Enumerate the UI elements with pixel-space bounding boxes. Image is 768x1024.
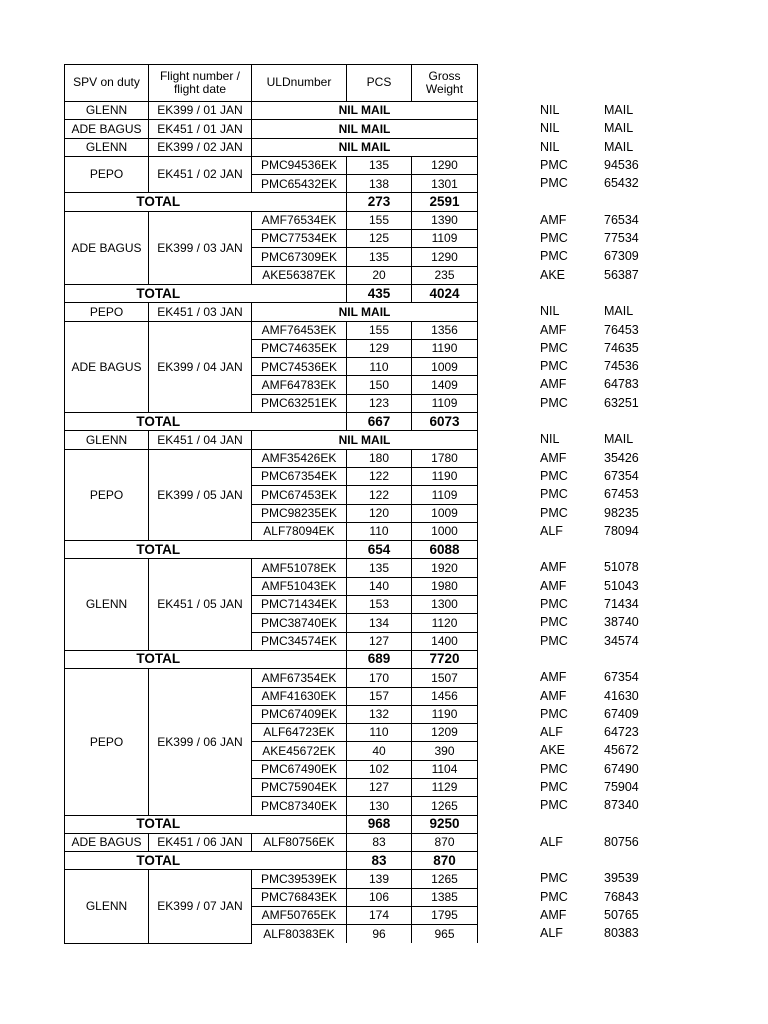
total-label: TOTAL xyxy=(65,852,252,870)
side-number: 78094 xyxy=(604,523,639,538)
uld-row xyxy=(65,669,478,687)
side-number: 76534 xyxy=(604,212,639,227)
side-type: NIL xyxy=(540,121,560,136)
side-number: MAIL xyxy=(604,121,634,136)
total-pcs: 273 xyxy=(347,193,412,211)
side-type: ALF xyxy=(540,834,563,849)
uld-number-cell: PMC98235EK xyxy=(252,504,347,522)
total-gross-weight: 6073 xyxy=(412,413,478,431)
total-pcs: 83 xyxy=(347,852,412,870)
pcs-cell: 122 xyxy=(347,467,412,485)
spv-cell: ADE BAGUS xyxy=(65,211,149,284)
flight-cell: EK399 / 07 JAN xyxy=(149,870,252,943)
side-type: AMF xyxy=(540,450,567,465)
side-number: MAIL xyxy=(604,432,634,447)
side-number: 80756 xyxy=(604,834,639,849)
gross-weight-cell: 1301 xyxy=(412,175,478,193)
header-pcs: PCS xyxy=(347,65,412,102)
flight-cell: EK451 / 03 JAN xyxy=(149,303,252,321)
header-spv: SPV on duty xyxy=(65,65,149,102)
side-type: AMF xyxy=(540,578,567,593)
uld-number-cell: AMF64783EK xyxy=(252,376,347,394)
uld-number-cell: ALF80383EK xyxy=(252,925,347,943)
nil-mail-row xyxy=(65,303,478,321)
pcs-cell: 138 xyxy=(347,175,412,193)
pcs-cell: 140 xyxy=(347,577,412,595)
uld-row xyxy=(65,211,478,229)
total-label: TOTAL xyxy=(65,541,252,559)
total-gap xyxy=(252,541,347,559)
pcs-cell: 127 xyxy=(347,778,412,796)
uld-row xyxy=(65,559,478,577)
nil-mail-row xyxy=(65,120,478,138)
pcs-cell: 106 xyxy=(347,888,412,906)
total-row xyxy=(65,541,478,559)
total-row xyxy=(65,650,478,668)
gross-weight-cell: 1507 xyxy=(412,669,478,687)
pcs-cell: 135 xyxy=(347,156,412,174)
flight-cell: EK399 / 04 JAN xyxy=(149,321,252,412)
flight-cell: EK399 / 06 JAN xyxy=(149,669,252,815)
side-number: 64723 xyxy=(604,725,639,740)
spv-cell: GLENN xyxy=(65,431,149,449)
header-flight: Flight number / flight date xyxy=(149,65,252,102)
total-gross-weight: 6088 xyxy=(412,541,478,559)
uld-row xyxy=(65,321,478,339)
flight-cell: EK399 / 05 JAN xyxy=(149,449,252,540)
side-type: ALF xyxy=(540,725,563,740)
side-number: 67409 xyxy=(604,706,639,721)
side-number: 67354 xyxy=(604,670,639,685)
side-number: 41630 xyxy=(604,688,639,703)
side-type: PMC xyxy=(540,157,568,172)
spv-cell: GLENN xyxy=(65,870,149,943)
gross-weight-cell: 1009 xyxy=(412,358,478,376)
pcs-cell: 130 xyxy=(347,797,412,815)
side-type: NIL xyxy=(540,139,560,154)
uld-number-cell: PMC38740EK xyxy=(252,614,347,632)
pcs-cell: 20 xyxy=(347,266,412,284)
side-number: 80383 xyxy=(604,926,639,941)
side-type: AMF xyxy=(540,908,567,923)
side-number: 38740 xyxy=(604,615,639,630)
pcs-cell: 127 xyxy=(347,632,412,650)
header-uld: ULDnumber xyxy=(252,65,347,102)
spv-cell: GLENN xyxy=(65,138,149,156)
gross-weight-cell: 1109 xyxy=(412,394,478,412)
uld-number-cell: PMC65432EK xyxy=(252,175,347,193)
spv-cell: PEPO xyxy=(65,449,149,540)
gross-weight-cell: 870 xyxy=(412,833,478,851)
pcs-cell: 110 xyxy=(347,724,412,742)
gross-weight-cell: 965 xyxy=(412,925,478,943)
side-type: PMC xyxy=(540,597,568,612)
spv-cell: PEPO xyxy=(65,156,149,193)
side-number: 67490 xyxy=(604,761,639,776)
gross-weight-cell: 1980 xyxy=(412,577,478,595)
uld-mail-table xyxy=(64,64,478,944)
flight-cell: EK451 / 02 JAN xyxy=(149,156,252,193)
gross-weight-cell: 1009 xyxy=(412,504,478,522)
total-label: TOTAL xyxy=(65,193,252,211)
side-number: 94536 xyxy=(604,157,639,172)
side-number: 76843 xyxy=(604,889,639,904)
gross-weight-cell: 235 xyxy=(412,266,478,284)
total-gross-weight: 2591 xyxy=(412,193,478,211)
side-number: 51043 xyxy=(604,578,639,593)
header-gross-weight: Gross Weight xyxy=(412,65,478,102)
pcs-cell: 155 xyxy=(347,211,412,229)
total-gap xyxy=(252,413,347,431)
nil-mail-row xyxy=(65,431,478,449)
uld-number-cell: PMC71434EK xyxy=(252,596,347,614)
total-gap xyxy=(252,815,347,833)
side-type: AMF xyxy=(540,688,567,703)
side-number: 65432 xyxy=(604,176,639,191)
gross-weight-cell: 1109 xyxy=(412,230,478,248)
gross-weight-cell: 1290 xyxy=(412,156,478,174)
uld-number-cell: PMC77534EK xyxy=(252,230,347,248)
side-number: MAIL xyxy=(604,139,634,154)
uld-number-cell: ALF64723EK xyxy=(252,724,347,742)
total-gap xyxy=(252,284,347,302)
side-type: AMF xyxy=(540,560,567,575)
gross-weight-cell: 1290 xyxy=(412,248,478,266)
nil-mail-cell: NIL MAIL xyxy=(252,102,478,120)
gross-weight-cell: 1190 xyxy=(412,339,478,357)
gross-weight-cell: 1129 xyxy=(412,778,478,796)
pcs-cell: 132 xyxy=(347,705,412,723)
side-type: PMC xyxy=(540,487,568,502)
flight-cell: EK451 / 06 JAN xyxy=(149,833,252,851)
side-number: MAIL xyxy=(604,103,634,117)
gross-weight-cell: 1920 xyxy=(412,559,478,577)
pcs-cell: 135 xyxy=(347,559,412,577)
uld-number-cell: PMC94536EK xyxy=(252,156,347,174)
uld-number-cell: AMF51078EK xyxy=(252,559,347,577)
total-row xyxy=(65,284,478,302)
side-type: AMF xyxy=(540,670,567,685)
side-type: AKE xyxy=(540,267,566,282)
total-gross-weight: 870 xyxy=(412,852,478,870)
side-type: PMC xyxy=(540,889,568,904)
uld-number-cell: ALF80756EK xyxy=(252,833,347,851)
gross-weight-cell: 1120 xyxy=(412,614,478,632)
pcs-cell: 157 xyxy=(347,687,412,705)
gross-weight-cell: 1104 xyxy=(412,760,478,778)
gross-weight-cell: 1190 xyxy=(412,705,478,723)
side-type: PMC xyxy=(540,615,568,630)
uld-row xyxy=(65,833,478,851)
side-type: ALF xyxy=(540,926,563,941)
side-number: 98235 xyxy=(604,505,639,520)
side-type: NIL xyxy=(540,103,560,117)
pcs-cell: 83 xyxy=(347,833,412,851)
uld-row xyxy=(65,870,478,888)
side-type: PMC xyxy=(540,871,568,886)
uld-number-cell: AMF50765EK xyxy=(252,907,347,925)
spv-cell: PEPO xyxy=(65,303,149,321)
total-gross-weight: 7720 xyxy=(412,650,478,668)
side-type: PMC xyxy=(540,505,568,520)
gross-weight-cell: 1300 xyxy=(412,596,478,614)
side-number: 51078 xyxy=(604,560,639,575)
uld-number-cell: ALF78094EK xyxy=(252,522,347,540)
nil-mail-row xyxy=(65,138,478,156)
uld-number-cell: PMC67453EK xyxy=(252,486,347,504)
pcs-cell: 129 xyxy=(347,339,412,357)
nil-mail-cell: NIL MAIL xyxy=(252,431,478,449)
side-number: 64783 xyxy=(604,377,639,392)
pcs-cell: 125 xyxy=(347,230,412,248)
gross-weight-cell: 1109 xyxy=(412,486,478,504)
gross-weight-cell: 1400 xyxy=(412,632,478,650)
flight-cell: EK451 / 01 JAN xyxy=(149,120,252,138)
total-gap xyxy=(252,852,347,870)
uld-number-cell: PMC87340EK xyxy=(252,797,347,815)
gross-weight-cell: 1000 xyxy=(412,522,478,540)
uld-number-cell: PMC39539EK xyxy=(252,870,347,888)
pcs-cell: 102 xyxy=(347,760,412,778)
side-type: PMC xyxy=(540,340,568,355)
side-number: 39539 xyxy=(604,871,639,886)
side-type: AMF xyxy=(540,212,567,227)
pcs-cell: 40 xyxy=(347,742,412,760)
uld-number-cell: AMF51043EK xyxy=(252,577,347,595)
uld-number-cell: PMC74635EK xyxy=(252,339,347,357)
side-type: AKE xyxy=(540,743,566,758)
flight-cell: EK399 / 01 JAN xyxy=(149,102,252,120)
spv-cell: ADE BAGUS xyxy=(65,321,149,412)
side-number: 34574 xyxy=(604,633,639,648)
spv-cell: GLENN xyxy=(65,559,149,650)
gross-weight-cell: 1209 xyxy=(412,724,478,742)
side-type: PMC xyxy=(540,761,568,776)
gross-weight-cell: 1385 xyxy=(412,888,478,906)
spv-cell: GLENN xyxy=(65,102,149,120)
side-type: NIL xyxy=(540,304,560,319)
uld-number-cell: AKE45672EK xyxy=(252,742,347,760)
side-type: PMC xyxy=(540,176,568,191)
total-pcs: 968 xyxy=(347,815,412,833)
total-label: TOTAL xyxy=(65,815,252,833)
uld-number-cell: PMC34574EK xyxy=(252,632,347,650)
spv-cell: ADE BAGUS xyxy=(65,833,149,851)
pcs-cell: 150 xyxy=(347,376,412,394)
side-type: PMC xyxy=(540,798,568,813)
gross-weight-cell: 1795 xyxy=(412,907,478,925)
pcs-cell: 122 xyxy=(347,486,412,504)
uld-number-cell: PMC67409EK xyxy=(252,705,347,723)
side-number: 67453 xyxy=(604,487,639,502)
side-number: 63251 xyxy=(604,395,639,410)
pcs-cell: 123 xyxy=(347,394,412,412)
side-type: PMC xyxy=(540,395,568,410)
pcs-cell: 120 xyxy=(347,504,412,522)
gross-weight-cell: 1265 xyxy=(412,870,478,888)
total-label: TOTAL xyxy=(65,413,252,431)
side-number: 77534 xyxy=(604,231,639,246)
nil-mail-cell: NIL MAIL xyxy=(252,120,478,138)
total-pcs: 654 xyxy=(347,541,412,559)
side-type: AMF xyxy=(540,322,567,337)
uld-number-cell: AMF67354EK xyxy=(252,669,347,687)
total-gross-weight: 9250 xyxy=(412,815,478,833)
gross-weight-cell: 1390 xyxy=(412,211,478,229)
total-label: TOTAL xyxy=(65,284,252,302)
uld-number-cell: PMC75904EK xyxy=(252,778,347,796)
side-type: AMF xyxy=(540,377,567,392)
total-gross-weight: 4024 xyxy=(412,284,478,302)
total-row xyxy=(65,413,478,431)
total-pcs: 667 xyxy=(347,413,412,431)
side-number: 67309 xyxy=(604,249,639,264)
side-type: PMC xyxy=(540,468,568,483)
uld-number-cell: AMF41630EK xyxy=(252,687,347,705)
uld-number-cell: PMC67354EK xyxy=(252,467,347,485)
pcs-cell: 153 xyxy=(347,596,412,614)
uld-number-cell: PMC67309EK xyxy=(252,248,347,266)
spv-cell: PEPO xyxy=(65,669,149,815)
nil-mail-cell: NIL MAIL xyxy=(252,138,478,156)
total-row xyxy=(65,815,478,833)
pcs-cell: 174 xyxy=(347,907,412,925)
total-row xyxy=(65,193,478,211)
pcs-cell: 96 xyxy=(347,925,412,943)
flight-cell: EK451 / 04 JAN xyxy=(149,431,252,449)
flight-cell: EK399 / 02 JAN xyxy=(149,138,252,156)
pcs-cell: 170 xyxy=(347,669,412,687)
side-type: PMC xyxy=(540,249,568,264)
side-number: 74536 xyxy=(604,359,639,374)
uld-number-cell: PMC76843EK xyxy=(252,888,347,906)
total-pcs: 435 xyxy=(347,284,412,302)
gross-weight-cell: 1356 xyxy=(412,321,478,339)
pcs-cell: 110 xyxy=(347,358,412,376)
side-number: 74635 xyxy=(604,340,639,355)
total-pcs: 689 xyxy=(347,650,412,668)
total-label: TOTAL xyxy=(65,650,252,668)
side-number: 50765 xyxy=(604,908,639,923)
total-gap xyxy=(252,650,347,668)
side-number: 71434 xyxy=(604,597,639,612)
side-number: 75904 xyxy=(604,779,639,794)
side-type: PMC xyxy=(540,633,568,648)
side-type: PMC xyxy=(540,706,568,721)
side-type: PMC xyxy=(540,359,568,374)
total-gap xyxy=(252,193,347,211)
pcs-cell: 134 xyxy=(347,614,412,632)
pcs-cell: 139 xyxy=(347,870,412,888)
pcs-cell: 180 xyxy=(347,449,412,467)
side-number: 45672 xyxy=(604,743,639,758)
side-type: PMC xyxy=(540,231,568,246)
gross-weight-cell: 1409 xyxy=(412,376,478,394)
header-row xyxy=(65,65,478,102)
uld-number-cell: AMF76534EK xyxy=(252,211,347,229)
total-row xyxy=(65,852,478,870)
uld-row xyxy=(65,449,478,467)
nil-mail-cell: NIL MAIL xyxy=(252,303,478,321)
flight-cell: EK399 / 03 JAN xyxy=(149,211,252,284)
uld-number-cell: AKE56387EK xyxy=(252,266,347,284)
flight-cell: EK451 / 05 JAN xyxy=(149,559,252,650)
uld-number-cell: PMC63251EK xyxy=(252,394,347,412)
side-number: MAIL xyxy=(604,304,634,319)
nil-mail-row xyxy=(65,102,478,120)
uld-number-cell: PMC67490EK xyxy=(252,760,347,778)
spv-cell: ADE BAGUS xyxy=(65,120,149,138)
gross-weight-cell: 1190 xyxy=(412,467,478,485)
uld-number-cell: AMF76453EK xyxy=(252,321,347,339)
gross-weight-cell: 390 xyxy=(412,742,478,760)
side-number: 87340 xyxy=(604,798,639,813)
gross-weight-cell: 1265 xyxy=(412,797,478,815)
side-number: 56387 xyxy=(604,267,639,282)
pcs-cell: 110 xyxy=(347,522,412,540)
side-type: ALF xyxy=(540,523,563,538)
uld-number-cell: AMF35426EK xyxy=(252,449,347,467)
gross-weight-cell: 1456 xyxy=(412,687,478,705)
uld-row xyxy=(65,156,478,174)
side-type: NIL xyxy=(540,432,560,447)
side-number: 76453 xyxy=(604,322,639,337)
pcs-cell: 135 xyxy=(347,248,412,266)
side-number: 35426 xyxy=(604,450,639,465)
uld-number-cell: PMC74536EK xyxy=(252,358,347,376)
pcs-cell: 155 xyxy=(347,321,412,339)
side-number: 67354 xyxy=(604,468,639,483)
side-type: PMC xyxy=(540,779,568,794)
gross-weight-cell: 1780 xyxy=(412,449,478,467)
